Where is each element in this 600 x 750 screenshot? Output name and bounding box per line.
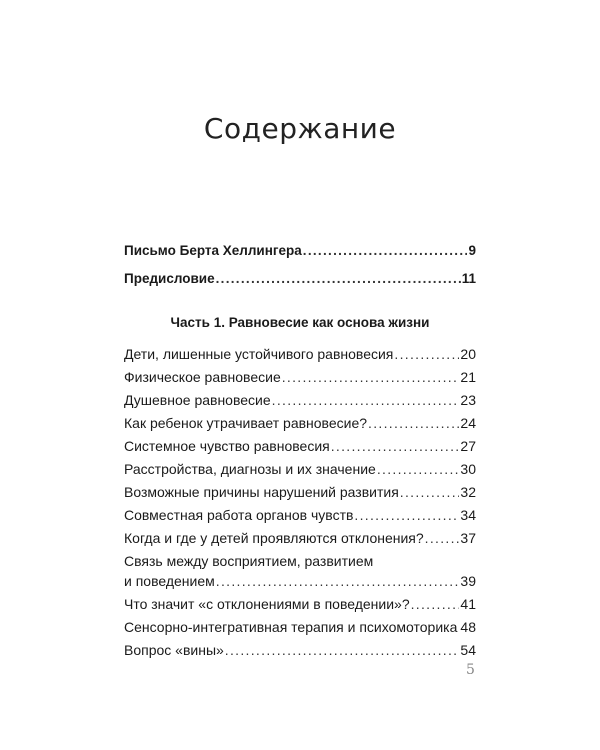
toc-entry-label: Системное чувство равновесия (124, 438, 330, 454)
leader-dots (216, 270, 461, 288)
toc-entry-label: Расстройства, диагнозы и их значение (124, 461, 376, 477)
toc-entry-label: Вопрос «вины» (124, 642, 224, 658)
toc-entry[interactable] (124, 506, 476, 524)
toc-entry-page: 24 (460, 415, 476, 431)
leader-dots (225, 641, 460, 659)
toc-entry[interactable] (124, 460, 476, 478)
leader-dots (282, 368, 460, 386)
toc-entry[interactable] (124, 572, 476, 590)
toc-entry-label: Как ребенок утрачивает равновесие? (124, 415, 368, 431)
toc-entry-label: Совместная работа органов чувств (124, 507, 354, 523)
toc-entry-label: Душевное равновесие (124, 392, 271, 408)
toc-entry[interactable] (124, 414, 476, 432)
toc-entry-label: Дети, лишенные устойчивого равновесия (124, 346, 394, 362)
toc-entry-page: 34 (460, 507, 476, 523)
toc-entry-label: и поведением (124, 573, 215, 589)
toc-entry-label: Сенсорно-интегративная терапия и психомоторика (124, 619, 458, 635)
toc-entry[interactable] (124, 529, 476, 547)
toc-entry[interactable] (124, 368, 476, 386)
leader-dots (400, 483, 460, 501)
page-number: 5 (466, 662, 475, 678)
toc-entry-page: 9 (468, 243, 476, 258)
toc-entry-page: 20 (460, 346, 476, 362)
leader-dots (303, 242, 468, 260)
toc-entry-label: Что значит «с отклонениями в поведении»? (124, 596, 410, 612)
toc-entry-page: 30 (460, 461, 476, 477)
toc-entry-page: 11 (461, 271, 476, 286)
leader-dots (377, 460, 460, 478)
leader-dots (411, 595, 460, 613)
leader-dots (458, 618, 459, 636)
toc-entry-label-line1[interactable]: Связь между восприятием, развитием (124, 553, 374, 569)
toc-entry-label: Письмо Берта Хеллингера (124, 243, 302, 258)
toc-entry-page: 37 (460, 530, 476, 546)
toc-entry[interactable] (124, 242, 476, 260)
toc-entry-page: 32 (460, 484, 476, 500)
toc-entry-page: 27 (460, 438, 476, 454)
leader-dots (368, 414, 459, 432)
toc-entry[interactable] (124, 270, 476, 288)
toc-entry-page: 54 (460, 642, 476, 658)
toc-entry-page: 39 (460, 573, 476, 589)
leader-dots (394, 345, 459, 363)
toc-entry[interactable] (124, 437, 476, 455)
leader-dots (272, 391, 460, 409)
part-heading: Часть 1. Равновесие как основа жизни (170, 315, 430, 330)
toc-entry[interactable] (124, 618, 476, 636)
page-title: Содержание (203, 112, 397, 145)
toc-entry[interactable] (124, 595, 476, 613)
leader-dots (331, 437, 460, 455)
toc-entry[interactable] (124, 391, 476, 409)
toc-entry-label: Возможные причины нарушений развития (124, 484, 399, 500)
toc-entry[interactable] (124, 641, 476, 659)
toc-entry-page: 41 (460, 596, 476, 612)
toc-entry-page: 21 (460, 369, 476, 385)
leader-dots (425, 529, 460, 547)
leader-dots (354, 506, 459, 524)
toc-entry-label: Когда и где у детей проявляются отклонения? (124, 530, 424, 546)
toc-entry[interactable] (124, 483, 476, 501)
toc-entry[interactable] (124, 345, 476, 363)
toc-entry-label: Предисловие (124, 271, 215, 286)
toc-entry-page: 23 (460, 392, 476, 408)
leader-dots (216, 572, 460, 590)
toc-entry-label: Физическое равновесие (124, 369, 281, 385)
toc-entry-page: 48 (460, 619, 476, 635)
